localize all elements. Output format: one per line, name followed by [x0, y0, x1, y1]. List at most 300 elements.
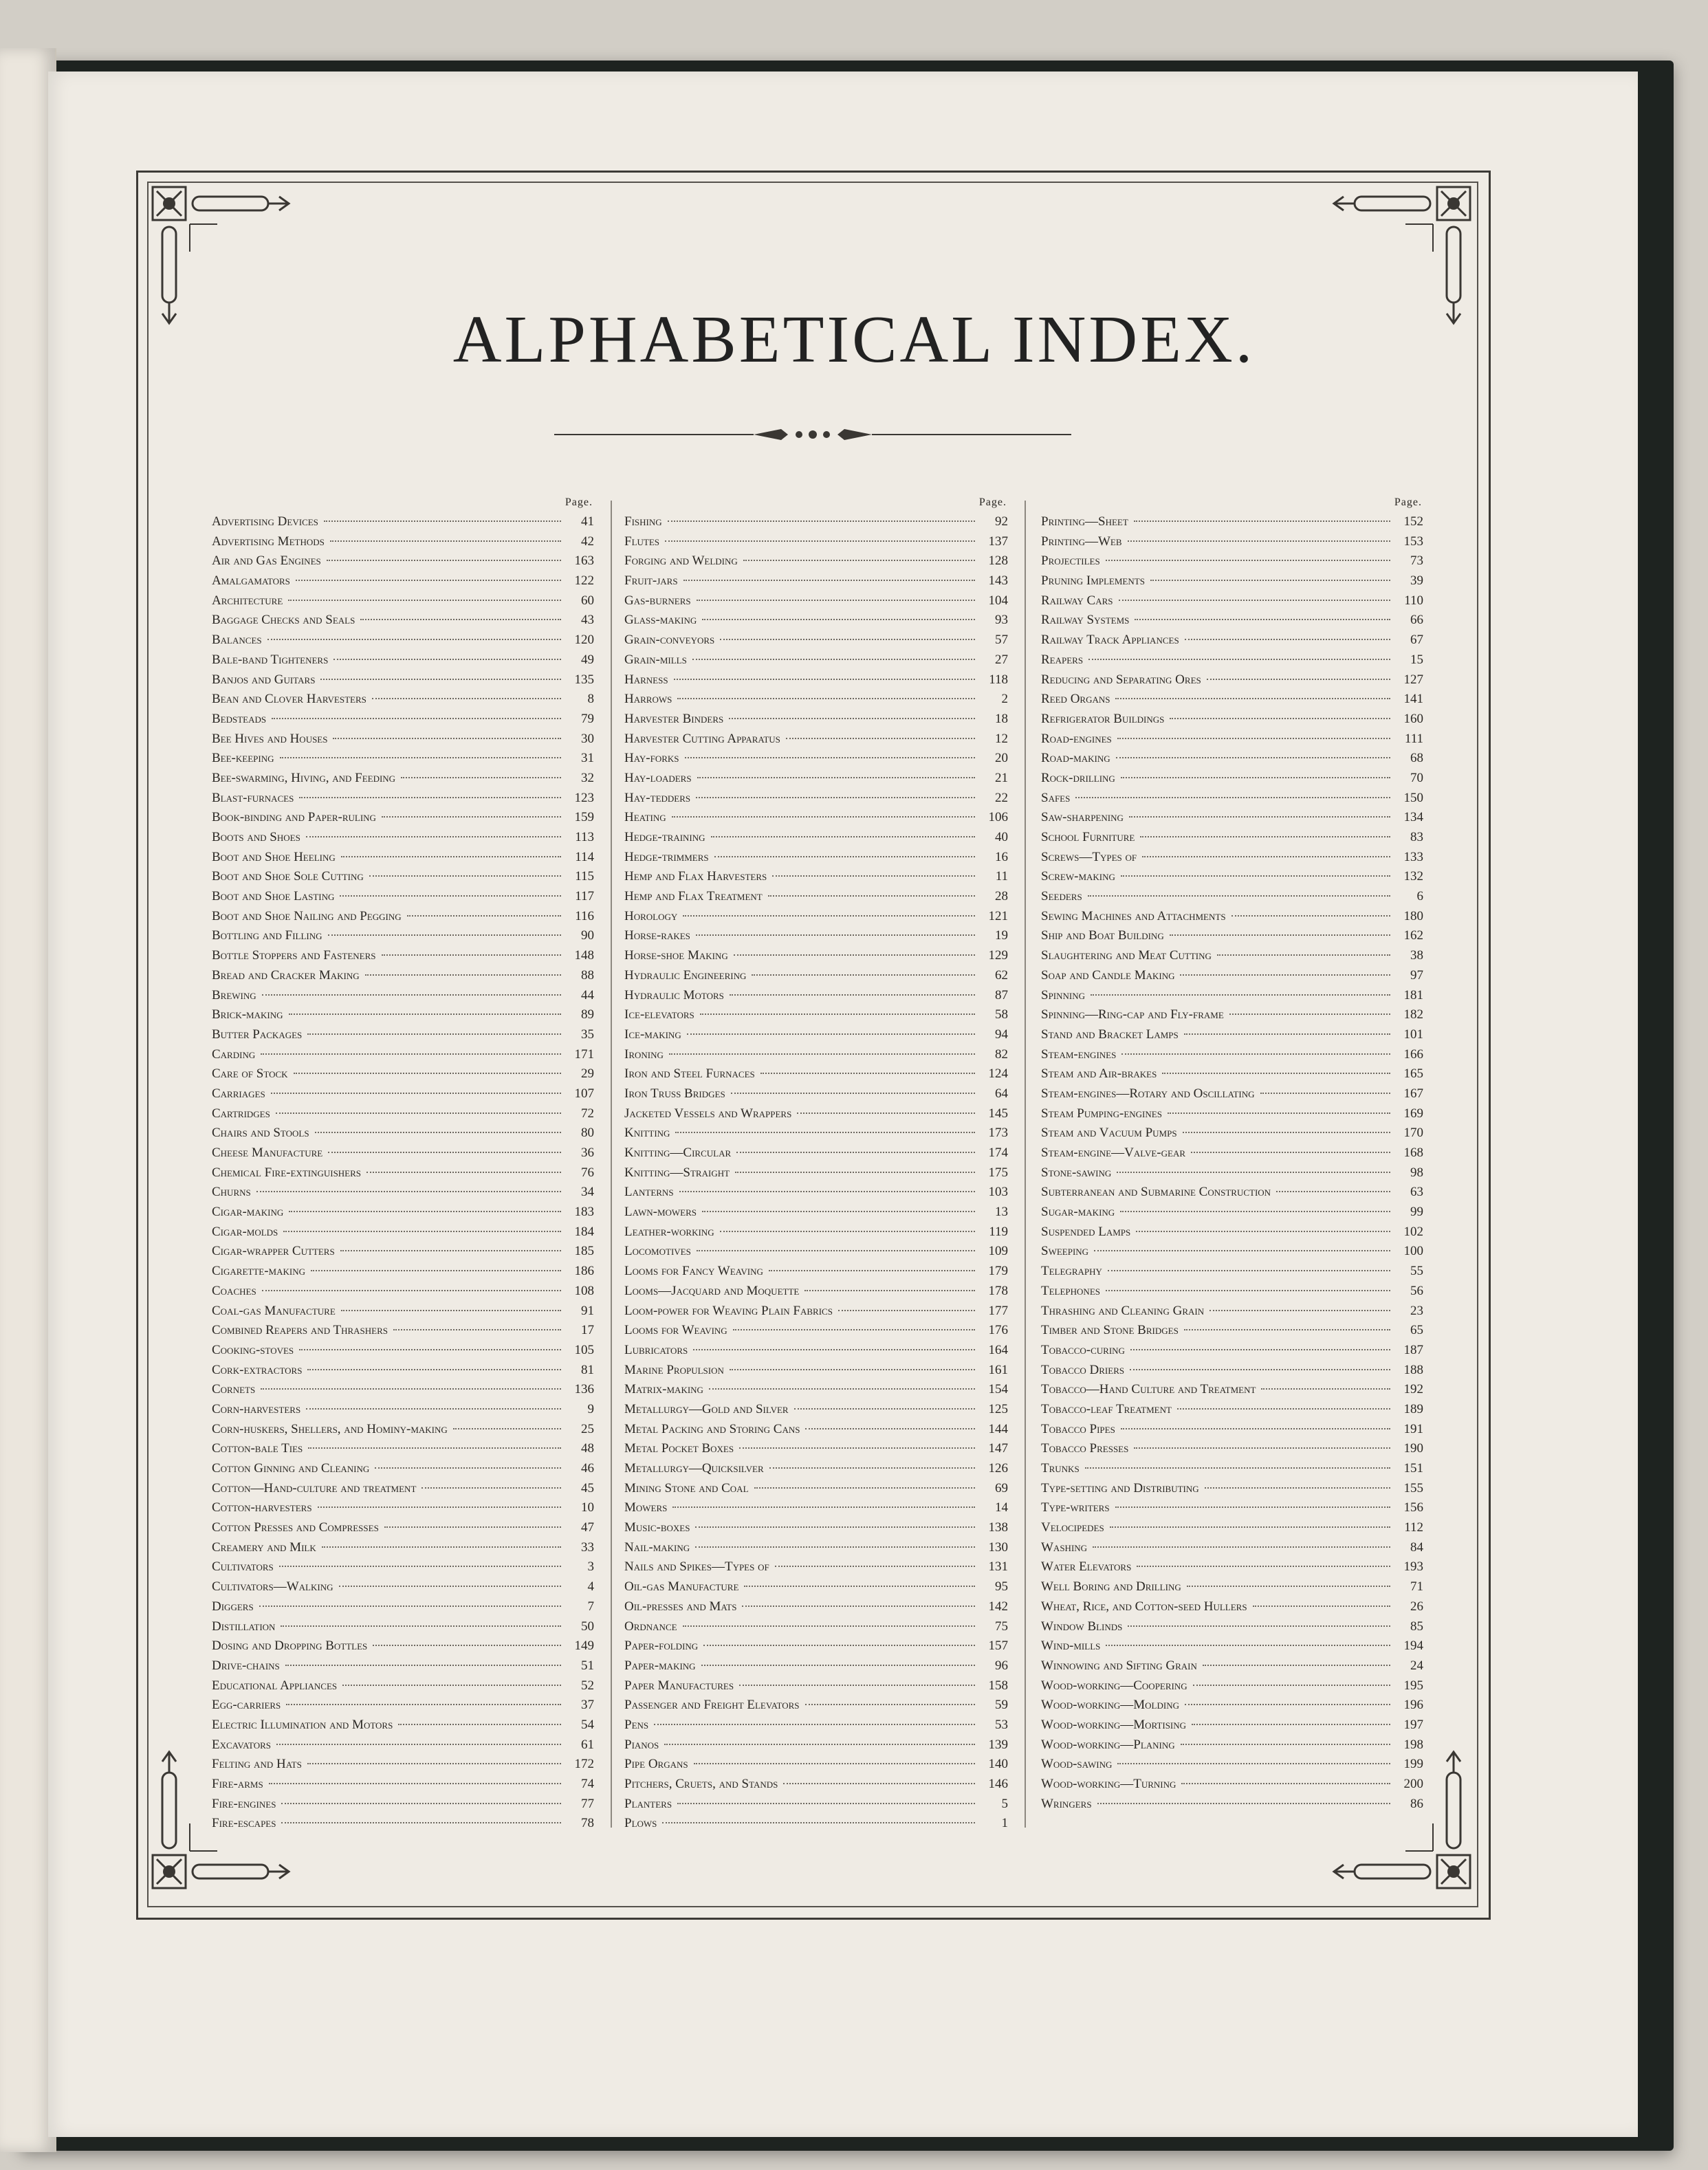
- index-entry-page: 12: [995, 731, 1008, 746]
- index-entry-label: Wringers: [1041, 1796, 1092, 1811]
- index-entry: [624, 1027, 1008, 1047]
- index-entry: [212, 830, 594, 850]
- index-entry-page: 172: [574, 1757, 594, 1772]
- index-entry-label: Horse-shoe Making: [624, 948, 728, 963]
- index-entry-label: Brick-making: [212, 1007, 283, 1022]
- index-entry-page: 24: [1410, 1658, 1423, 1673]
- index-entry-label: Timber and Stone Bridges: [1041, 1323, 1179, 1338]
- index-entry-label: Bedsteads: [212, 711, 267, 726]
- index-entry: [1041, 1126, 1423, 1146]
- index-entry-label: Spinning—Ring-cap and Fly-frame: [1041, 1007, 1224, 1022]
- index-entry-page: 20: [995, 751, 1008, 766]
- index-entry-label: Boot and Shoe Lasting: [212, 889, 335, 904]
- index-entry: [1041, 1027, 1423, 1047]
- index-entry-label: Bottling and Filling: [212, 928, 322, 943]
- index-column-3: [1041, 496, 1423, 1816]
- dot-leader: [1088, 659, 1390, 660]
- index-entry: [1041, 1658, 1423, 1678]
- index-entry: [212, 633, 594, 653]
- dot-leader: [696, 934, 975, 936]
- index-entry-label: Fishing: [624, 514, 662, 529]
- index-entry-page: 127: [1403, 672, 1423, 687]
- index-entry-label: Soap and Candle Making: [1041, 967, 1175, 983]
- dot-leader: [1117, 738, 1390, 739]
- dot-leader: [775, 1566, 975, 1567]
- dot-leader: [1253, 1605, 1390, 1607]
- index-entry-label: Cork-extractors: [212, 1362, 303, 1377]
- index-entry-page: 74: [581, 1777, 594, 1791]
- index-entry: [1041, 1718, 1423, 1738]
- index-entry-label: Wood-working—Molding: [1041, 1698, 1179, 1713]
- index-entry-label: Seeders: [1041, 889, 1082, 904]
- dot-leader: [1119, 600, 1391, 601]
- index-entry-page: 112: [1404, 1520, 1423, 1535]
- index-entry-page: 93: [995, 613, 1008, 628]
- dot-leader: [407, 915, 561, 917]
- dot-leader: [294, 1073, 561, 1074]
- index-entry-label: Trunks: [1041, 1461, 1080, 1476]
- dot-leader: [375, 1467, 561, 1469]
- index-entry-label: Mining Stone and Coal: [624, 1480, 749, 1495]
- index-entry-label: Ice-making: [624, 1027, 681, 1042]
- dot-leader: [694, 1763, 975, 1764]
- index-entry-page: 1: [1001, 1816, 1008, 1831]
- index-entry: [624, 1304, 1008, 1324]
- index-entry-page: 118: [989, 672, 1008, 687]
- index-entry-label: Ice-elevators: [624, 1007, 694, 1022]
- index-entry: [1041, 554, 1423, 573]
- index-entry: [212, 1086, 594, 1106]
- index-entry: [1041, 889, 1423, 909]
- index-entry-label: Dosing and Dropping Bottles: [212, 1639, 368, 1654]
- index-entry: [624, 593, 1008, 613]
- index-entry-page: 38: [1410, 948, 1423, 963]
- index-entry: [624, 1284, 1008, 1304]
- index-entry-page: 40: [995, 830, 1008, 844]
- page-column-header: Page.: [978, 496, 1007, 508]
- index-entry: [1041, 1284, 1423, 1304]
- dot-leader: [739, 1685, 975, 1686]
- index-entry-label: Corn-harvesters: [212, 1401, 301, 1416]
- index-entry: [212, 1225, 594, 1245]
- dot-leader: [683, 580, 975, 581]
- index-entry-label: Printing—Sheet: [1041, 514, 1128, 529]
- dot-leader: [700, 1013, 975, 1015]
- index-entry-label: Velocipedes: [1041, 1520, 1104, 1535]
- index-entry-page: 72: [581, 1106, 594, 1121]
- index-entry: [212, 613, 594, 633]
- dot-leader: [1121, 1053, 1390, 1055]
- index-entry: [212, 1323, 594, 1343]
- index-entry-label: Jacketed Vessels and Wrappers: [624, 1106, 792, 1121]
- index-entry-label: Horse-rakes: [624, 928, 690, 943]
- index-entry: [1041, 791, 1423, 811]
- index-entry-label: Creamery and Milk: [212, 1539, 316, 1555]
- dot-leader: [709, 1388, 975, 1390]
- dot-leader: [733, 1329, 975, 1330]
- index-entry: [624, 653, 1008, 672]
- index-entry: [1041, 653, 1423, 672]
- index-entry-label: Tobacco-curing: [1041, 1342, 1125, 1357]
- index-entry-page: 119: [989, 1224, 1008, 1239]
- index-entry-page: 126: [988, 1461, 1008, 1476]
- index-entry-page: 123: [574, 790, 594, 805]
- index-entry-label: Wood-working—Mortising: [1041, 1717, 1187, 1732]
- index-entry-page: 68: [1410, 751, 1423, 766]
- index-entry: [1041, 988, 1423, 1008]
- index-entry-page: 155: [1403, 1480, 1423, 1495]
- index-entry: [212, 1047, 594, 1067]
- dot-leader: [687, 1033, 975, 1035]
- index-entry-page: 49: [581, 652, 594, 667]
- index-entry: [212, 1540, 594, 1560]
- index-entry-page: 147: [988, 1441, 1008, 1456]
- index-entry-label: Spinning: [1041, 987, 1086, 1002]
- dot-leader: [365, 974, 561, 976]
- index-entry-label: Harness: [624, 672, 668, 687]
- index-entry-page: 60: [581, 593, 594, 608]
- dot-leader: [752, 974, 975, 976]
- index-entry-label: Hydraulic Engineering: [624, 967, 747, 983]
- dot-leader: [720, 639, 975, 640]
- index-entry-label: Projectiles: [1041, 554, 1100, 569]
- index-entry: [624, 1244, 1008, 1264]
- index-entry-label: Oil-presses and Mats: [624, 1599, 737, 1614]
- dot-leader: [695, 1546, 975, 1548]
- index-entry-page: 3: [587, 1559, 594, 1575]
- index-entry-page: 187: [1403, 1342, 1423, 1357]
- dot-leader: [1088, 895, 1390, 897]
- index-entry-page: 101: [1403, 1027, 1423, 1042]
- index-entry-page: 167: [1403, 1086, 1423, 1101]
- dot-leader: [1170, 934, 1390, 936]
- index-entry-label: Grain-conveyors: [624, 633, 715, 648]
- index-entry-page: 52: [581, 1678, 594, 1693]
- index-entry-label: Wind-mills: [1041, 1639, 1101, 1654]
- index-entry-label: Air and Gas Engines: [212, 554, 321, 569]
- index-entry-label: Cotton Ginning and Cleaning: [212, 1461, 370, 1476]
- index-entry: [624, 1461, 1008, 1481]
- index-entry-label: Steam-engine—Valve-gear: [1041, 1146, 1185, 1160]
- index-entry-label: Glass-making: [624, 613, 697, 628]
- index-entry: [624, 830, 1008, 850]
- index-entry-page: 193: [1403, 1559, 1423, 1575]
- index-entry-page: 198: [1403, 1737, 1423, 1752]
- index-entry-page: 168: [1403, 1146, 1423, 1160]
- index-entry: [1041, 534, 1423, 554]
- index-entry: [212, 1698, 594, 1718]
- dot-leader: [289, 1013, 562, 1015]
- dot-leader: [1181, 1783, 1390, 1784]
- index-entry: [212, 732, 594, 752]
- index-entry: [624, 1481, 1008, 1501]
- dot-leader: [261, 1388, 561, 1390]
- index-entry-label: Sugar-making: [1041, 1205, 1115, 1220]
- dot-leader: [1121, 777, 1390, 778]
- index-entry-label: Railway Track Appliances: [1041, 633, 1179, 648]
- index-entry-page: 75: [995, 1619, 1008, 1634]
- index-entry-page: 15: [1410, 652, 1423, 667]
- index-entry-label: Window Blinds: [1041, 1619, 1123, 1634]
- dot-leader: [734, 954, 975, 956]
- dot-leader: [339, 1586, 562, 1587]
- dot-leader: [769, 1270, 975, 1271]
- index-entry-label: Paper-folding: [624, 1639, 699, 1654]
- dot-leader: [1177, 1408, 1390, 1410]
- index-entry-label: Carding: [212, 1046, 256, 1062]
- index-entry-label: Passenger and Freight Elevators: [624, 1698, 800, 1713]
- index-entry: [624, 1126, 1008, 1146]
- index-entry: [1041, 1185, 1423, 1205]
- dot-leader: [276, 1744, 561, 1745]
- index-entry-page: 19: [995, 928, 1008, 943]
- dot-leader: [693, 1349, 975, 1350]
- index-entry: [212, 1146, 594, 1165]
- index-entry-page: 132: [1403, 869, 1423, 884]
- dot-leader: [279, 1566, 561, 1567]
- dot-leader: [701, 1665, 975, 1666]
- index-entry-label: Baggage Checks and Seals: [212, 613, 355, 628]
- index-entry: [1041, 1047, 1423, 1067]
- index-entry-page: 55: [1410, 1264, 1423, 1279]
- index-entry-label: Water Elevators: [1041, 1559, 1132, 1575]
- dot-leader: [735, 1172, 975, 1173]
- index-entry-page: 48: [581, 1441, 594, 1456]
- index-entry: [212, 1461, 594, 1481]
- index-entry-label: Tobacco-leaf Treatment: [1041, 1401, 1172, 1416]
- column-divider: [1025, 501, 1026, 1828]
- index-entry-label: Bread and Cracker Making: [212, 967, 360, 983]
- index-entry-label: Brewing: [212, 987, 256, 1002]
- index-entry-page: 18: [995, 711, 1008, 726]
- index-entry: [624, 1323, 1008, 1343]
- index-entry: [624, 1382, 1008, 1402]
- dot-leader: [262, 994, 561, 996]
- index-entry-page: 158: [988, 1678, 1008, 1693]
- dot-leader: [679, 1191, 975, 1192]
- index-entry-page: 176: [988, 1323, 1008, 1338]
- dot-leader: [805, 1428, 975, 1429]
- dot-leader: [1094, 1250, 1390, 1251]
- index-entry-page: 39: [1410, 573, 1423, 589]
- dot-leader: [1162, 1073, 1390, 1074]
- index-entry-page: 191: [1403, 1421, 1423, 1436]
- index-entry: [624, 534, 1008, 554]
- index-entry-label: Loom-power for Weaving Plain Fabrics: [624, 1303, 833, 1318]
- index-entry: [212, 1066, 594, 1086]
- index-entry-page: 42: [581, 534, 594, 549]
- index-entry-page: 107: [574, 1086, 594, 1101]
- index-entry-label: Tobacco Pipes: [1041, 1421, 1115, 1436]
- index-entry-page: 98: [1410, 1165, 1423, 1180]
- dot-leader: [1183, 1132, 1390, 1133]
- dot-leader: [743, 560, 975, 561]
- dot-leader: [393, 1329, 561, 1330]
- dot-leader: [754, 1487, 975, 1489]
- index-entry: [1041, 1205, 1423, 1225]
- index-entry: [212, 810, 594, 830]
- index-entry: [212, 850, 594, 870]
- index-entry-label: Telegraphy: [1041, 1264, 1102, 1279]
- dot-leader: [744, 1586, 975, 1587]
- dot-leader: [340, 895, 561, 897]
- index-entry-page: 2: [1001, 692, 1008, 707]
- index-entry-label: Wood-sawing: [1041, 1757, 1113, 1772]
- index-entry-page: 194: [1403, 1639, 1423, 1654]
- dot-leader: [1260, 1093, 1390, 1094]
- index-entry: [1041, 514, 1423, 534]
- index-entry-page: 100: [1403, 1244, 1423, 1259]
- index-entry: [212, 1619, 594, 1639]
- index-entry-page: 83: [1410, 830, 1423, 844]
- index-entry-page: 178: [988, 1283, 1008, 1298]
- index-entry-label: Knitting—Straight: [624, 1165, 730, 1180]
- index-entry: [624, 1579, 1008, 1599]
- index-entry: [1041, 1579, 1423, 1599]
- index-entry: [1041, 1402, 1423, 1422]
- index-entry-page: 105: [574, 1342, 594, 1357]
- index-entry-label: Architecture: [212, 593, 283, 608]
- index-entry: [1041, 1007, 1423, 1027]
- index-entry-label: Electric Illumination and Motors: [212, 1717, 393, 1732]
- index-entry: [624, 732, 1008, 752]
- index-entry-page: 195: [1403, 1678, 1423, 1693]
- index-entry-page: 104: [988, 593, 1008, 608]
- index-entry-label: Care of Stock: [212, 1066, 288, 1082]
- index-entry: [212, 928, 594, 948]
- dot-leader: [692, 659, 975, 660]
- dot-leader: [1115, 1506, 1390, 1508]
- index-entry: [624, 1106, 1008, 1126]
- index-entry: [1041, 1343, 1423, 1363]
- index-entry-page: 116: [575, 908, 594, 923]
- index-entry-label: Advertising Devices: [212, 514, 318, 529]
- index-entry-label: Bee-swarming, Hiving, and Feeding: [212, 770, 396, 785]
- index-entry-page: 164: [988, 1342, 1008, 1357]
- dot-leader: [286, 1704, 561, 1705]
- index-entry: [1041, 1639, 1423, 1658]
- dot-leader: [1150, 580, 1390, 581]
- index-entry: [212, 514, 594, 534]
- dot-leader: [281, 1803, 561, 1804]
- dot-leader: [662, 1822, 975, 1823]
- index-entry-label: Cigar-wrapper Cutters: [212, 1244, 335, 1259]
- index-entry-label: Cigar-making: [212, 1205, 284, 1220]
- dot-leader: [1203, 1665, 1390, 1666]
- index-entry-label: Boot and Shoe Heeling: [212, 849, 336, 864]
- dot-leader: [315, 1132, 561, 1133]
- dot-leader: [1110, 1526, 1390, 1528]
- index-entry: [1041, 830, 1423, 850]
- index-entry-page: 71: [1410, 1579, 1423, 1594]
- dot-leader: [786, 738, 975, 739]
- index-entry-page: 117: [575, 889, 594, 904]
- dot-leader: [1115, 698, 1390, 699]
- index-entry-label: Cotton—Hand-culture and treatment: [212, 1480, 417, 1495]
- dot-leader: [1117, 1172, 1390, 1173]
- dot-leader: [731, 1093, 975, 1094]
- index-entry-label: Cornets: [212, 1382, 256, 1397]
- index-entry: [624, 1619, 1008, 1639]
- dot-leader: [1185, 1704, 1390, 1705]
- dot-leader: [340, 1250, 561, 1251]
- index-entry: [624, 1757, 1008, 1777]
- dot-leader: [342, 1685, 561, 1686]
- index-entry: [212, 593, 594, 613]
- dot-leader: [730, 994, 975, 996]
- index-entry: [624, 928, 1008, 948]
- index-entry: [1041, 1500, 1423, 1520]
- index-entry-label: Planters: [624, 1796, 672, 1811]
- dot-leader: [307, 1763, 561, 1764]
- index-entry: [624, 1047, 1008, 1067]
- index-entry: [624, 1066, 1008, 1086]
- dot-leader: [1085, 1467, 1390, 1469]
- index-entry: [212, 1441, 594, 1461]
- index-entry-label: Flutes: [624, 534, 660, 549]
- dot-leader: [768, 895, 975, 897]
- dot-leader: [276, 1113, 561, 1114]
- index-entry: [212, 672, 594, 692]
- index-entry-page: 102: [1403, 1224, 1423, 1239]
- index-entry: [212, 1757, 594, 1777]
- index-entry-label: Washing: [1041, 1539, 1088, 1555]
- index-entry-label: Lubricators: [624, 1342, 688, 1357]
- index-entry: [1041, 1066, 1423, 1086]
- index-entry-label: Type-writers: [1041, 1500, 1110, 1515]
- index-entry-label: Plows: [624, 1816, 657, 1831]
- index-entry: [212, 1777, 594, 1797]
- dot-leader: [711, 836, 975, 837]
- dot-leader: [714, 856, 975, 857]
- index-entry-page: 140: [988, 1757, 1008, 1772]
- page-title: ALPHABETICAL INDEX.: [452, 303, 1256, 377]
- index-entry: [624, 1816, 1008, 1836]
- index-entry: [1041, 1264, 1423, 1284]
- index-entry: [212, 1363, 594, 1383]
- index-entry-label: Screws—Types of: [1041, 849, 1137, 864]
- dot-leader: [772, 875, 975, 877]
- index-entry-label: Matrix-making: [624, 1382, 703, 1397]
- index-entry-label: Cheese Manufacture: [212, 1146, 323, 1160]
- dot-leader: [333, 659, 561, 660]
- index-entry: [624, 1264, 1008, 1284]
- index-entry: [1041, 1422, 1423, 1442]
- index-entry-label: Hay-forks: [624, 751, 679, 766]
- index-entry: [1041, 1797, 1423, 1817]
- index-entry-page: 73: [1410, 554, 1423, 569]
- dot-leader: [272, 718, 561, 719]
- index-entry-page: 54: [581, 1717, 594, 1732]
- index-entry-page: 130: [988, 1539, 1008, 1555]
- dot-leader: [1106, 560, 1390, 561]
- index-entry-page: 84: [1410, 1539, 1423, 1555]
- dot-leader: [262, 1290, 561, 1291]
- dot-leader: [1229, 1013, 1390, 1015]
- index-entry: [212, 1165, 594, 1185]
- index-entry: [1041, 1165, 1423, 1185]
- index-entry-page: 183: [574, 1205, 594, 1220]
- dot-leader: [259, 1605, 561, 1607]
- index-entry-label: Diggers: [212, 1599, 254, 1614]
- dot-leader: [1108, 1270, 1390, 1271]
- index-entry-label: Railway Systems: [1041, 613, 1130, 628]
- dot-leader: [1191, 1152, 1390, 1153]
- index-entry-label: Horology: [624, 908, 678, 923]
- index-entry-page: 47: [581, 1520, 594, 1535]
- index-entry-label: Telephones: [1041, 1283, 1100, 1298]
- index-entry: [624, 1698, 1008, 1718]
